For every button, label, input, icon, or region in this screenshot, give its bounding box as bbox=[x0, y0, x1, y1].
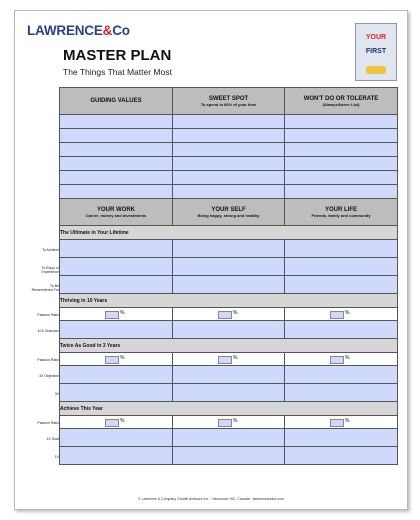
goal-input-cell[interactable] bbox=[60, 240, 173, 258]
goal-input-cell[interactable] bbox=[173, 321, 285, 339]
values-table bbox=[59, 87, 398, 465]
goal-input-cell[interactable] bbox=[173, 276, 285, 294]
section-row bbox=[60, 366, 398, 384]
value-input-cell[interactable] bbox=[60, 129, 173, 143]
goal-input-cell[interactable] bbox=[60, 447, 173, 465]
goal-input-cell[interactable] bbox=[173, 429, 285, 447]
percent-input[interactable] bbox=[330, 419, 344, 427]
percent-sign: % bbox=[120, 418, 125, 424]
page-title: MASTER PLAN bbox=[63, 47, 172, 64]
section-row bbox=[60, 258, 398, 276]
percent-cell[interactable] bbox=[173, 353, 285, 366]
percent-sign: % bbox=[120, 355, 125, 361]
column-header: YOUR SELF Being happy, strong and healthy bbox=[173, 199, 285, 226]
row-label: 1X bbox=[54, 454, 59, 459]
section-header-row bbox=[60, 402, 398, 416]
section-row bbox=[60, 240, 398, 258]
row-label: Passion Ratio bbox=[37, 313, 59, 317]
goal-input-cell[interactable] bbox=[173, 447, 285, 465]
goal-input-cell[interactable] bbox=[60, 429, 173, 447]
column-header: YOUR WORK Career, money and investments bbox=[60, 199, 173, 226]
value-input-cell[interactable] bbox=[60, 171, 173, 185]
page-footer: © Lawrence & Company Growth Advisors Inc. · Vancouver, BC, Canada · lawrenceandco.com bbox=[138, 497, 284, 501]
percent-cell[interactable] bbox=[60, 308, 173, 321]
section-row bbox=[60, 384, 398, 402]
row-label: To Achieve bbox=[42, 247, 59, 252]
row-label: 3X Objective bbox=[39, 373, 59, 378]
column-header: GUIDING VALUES bbox=[60, 88, 173, 115]
value-input-cell[interactable] bbox=[285, 115, 398, 129]
goal-input-cell[interactable] bbox=[60, 258, 173, 276]
row-label: 10X Outcome bbox=[37, 328, 59, 333]
section-title: Thriving in 10 Years bbox=[60, 294, 398, 308]
book-cover-image: YOUR FIRST bbox=[355, 23, 397, 81]
page-subtitle: The Things That Matter Most bbox=[63, 67, 172, 77]
value-input-cell[interactable] bbox=[285, 157, 398, 171]
section-title: Achieve This Year bbox=[60, 402, 398, 416]
life-areas-body bbox=[60, 226, 398, 465]
values-row bbox=[60, 115, 398, 129]
goal-input-cell[interactable] bbox=[285, 366, 398, 384]
percent-input[interactable] bbox=[218, 356, 232, 364]
value-input-cell[interactable] bbox=[60, 185, 173, 199]
goal-input-cell[interactable] bbox=[285, 384, 398, 402]
goal-input-cell[interactable] bbox=[285, 447, 398, 465]
row-label: Passion Ratio bbox=[37, 358, 59, 362]
value-input-cell[interactable] bbox=[173, 171, 285, 185]
goal-input-cell[interactable] bbox=[60, 384, 173, 402]
goal-input-cell[interactable] bbox=[173, 384, 285, 402]
row-label: To Be Remembered For bbox=[31, 283, 59, 292]
goal-input-cell[interactable] bbox=[173, 258, 285, 276]
section-row bbox=[60, 276, 398, 294]
values-row bbox=[60, 185, 398, 199]
percent-sign: % bbox=[233, 355, 238, 361]
percent-sign: % bbox=[233, 418, 238, 424]
percent-cell[interactable] bbox=[285, 353, 398, 366]
value-input-cell[interactable] bbox=[285, 129, 398, 143]
section-row bbox=[60, 416, 398, 429]
section-title: Twice As Good in 3 Years bbox=[60, 339, 398, 353]
percent-cell[interactable] bbox=[60, 416, 173, 429]
section-row bbox=[60, 353, 398, 366]
row-label: 3X bbox=[54, 391, 59, 396]
goal-input-cell[interactable] bbox=[60, 321, 173, 339]
value-input-cell[interactable] bbox=[173, 143, 285, 157]
goal-input-cell[interactable] bbox=[173, 366, 285, 384]
section-row bbox=[60, 321, 398, 339]
goal-input-cell[interactable] bbox=[285, 429, 398, 447]
values-header-row bbox=[60, 88, 398, 115]
company-logo: LAWRENCE&Co bbox=[27, 23, 130, 38]
percent-sign: % bbox=[120, 310, 125, 316]
value-input-cell[interactable] bbox=[285, 143, 398, 157]
value-input-cell[interactable] bbox=[285, 185, 398, 199]
values-row bbox=[60, 157, 398, 171]
percent-input[interactable] bbox=[330, 311, 344, 319]
percent-input[interactable] bbox=[105, 356, 119, 364]
section-row bbox=[60, 447, 398, 465]
percent-sign: % bbox=[345, 418, 350, 424]
value-input-cell[interactable] bbox=[173, 157, 285, 171]
percent-cell[interactable] bbox=[285, 416, 398, 429]
values-row bbox=[60, 129, 398, 143]
row-label: Passion Ratio bbox=[37, 421, 59, 425]
section-header-row bbox=[60, 226, 398, 240]
value-input-cell[interactable] bbox=[173, 129, 285, 143]
percent-input[interactable] bbox=[218, 419, 232, 427]
percent-cell[interactable] bbox=[60, 353, 173, 366]
percent-cell[interactable] bbox=[285, 308, 398, 321]
value-input-cell[interactable] bbox=[173, 185, 285, 199]
column-header: YOUR LIFE Friends, family and community bbox=[285, 199, 398, 226]
percent-cell[interactable] bbox=[173, 308, 285, 321]
row-label: 1X Goal bbox=[46, 436, 59, 441]
percent-input[interactable] bbox=[218, 311, 232, 319]
value-input-cell[interactable] bbox=[285, 171, 398, 185]
value-input-cell[interactable] bbox=[173, 115, 285, 129]
goal-input-cell[interactable] bbox=[285, 258, 398, 276]
goal-input-cell[interactable] bbox=[60, 276, 173, 294]
value-input-cell[interactable] bbox=[60, 143, 173, 157]
goal-input-cell[interactable] bbox=[285, 240, 398, 258]
goal-input-cell[interactable] bbox=[285, 321, 398, 339]
row-label: To Enjoy or Experience bbox=[41, 265, 59, 274]
percent-input[interactable] bbox=[330, 356, 344, 364]
percent-sign: % bbox=[345, 310, 350, 316]
values-body bbox=[60, 115, 398, 199]
section-row bbox=[60, 429, 398, 447]
column-header: SWEET SPOT To spend in 80% of your time bbox=[173, 88, 285, 115]
percent-sign: % bbox=[233, 310, 238, 316]
goal-input-cell[interactable] bbox=[60, 366, 173, 384]
value-input-cell[interactable] bbox=[60, 157, 173, 171]
column-header: WON'T DO OR TOLERATE (Always/Never List) bbox=[285, 88, 398, 115]
goal-input-cell[interactable] bbox=[285, 276, 398, 294]
section-row bbox=[60, 308, 398, 321]
master-plan-sheet bbox=[14, 10, 408, 510]
percent-cell[interactable] bbox=[173, 416, 285, 429]
section-header-row bbox=[60, 294, 398, 308]
percent-sign: % bbox=[345, 355, 350, 361]
section-title: The Ultimate in Your Lifetime bbox=[60, 226, 398, 240]
life-areas-header-row bbox=[60, 199, 398, 226]
section-header-row bbox=[60, 339, 398, 353]
values-row bbox=[60, 171, 398, 185]
percent-input[interactable] bbox=[105, 419, 119, 427]
goal-input-cell[interactable] bbox=[173, 240, 285, 258]
percent-input[interactable] bbox=[105, 311, 119, 319]
value-input-cell[interactable] bbox=[60, 115, 173, 129]
values-row bbox=[60, 143, 398, 157]
